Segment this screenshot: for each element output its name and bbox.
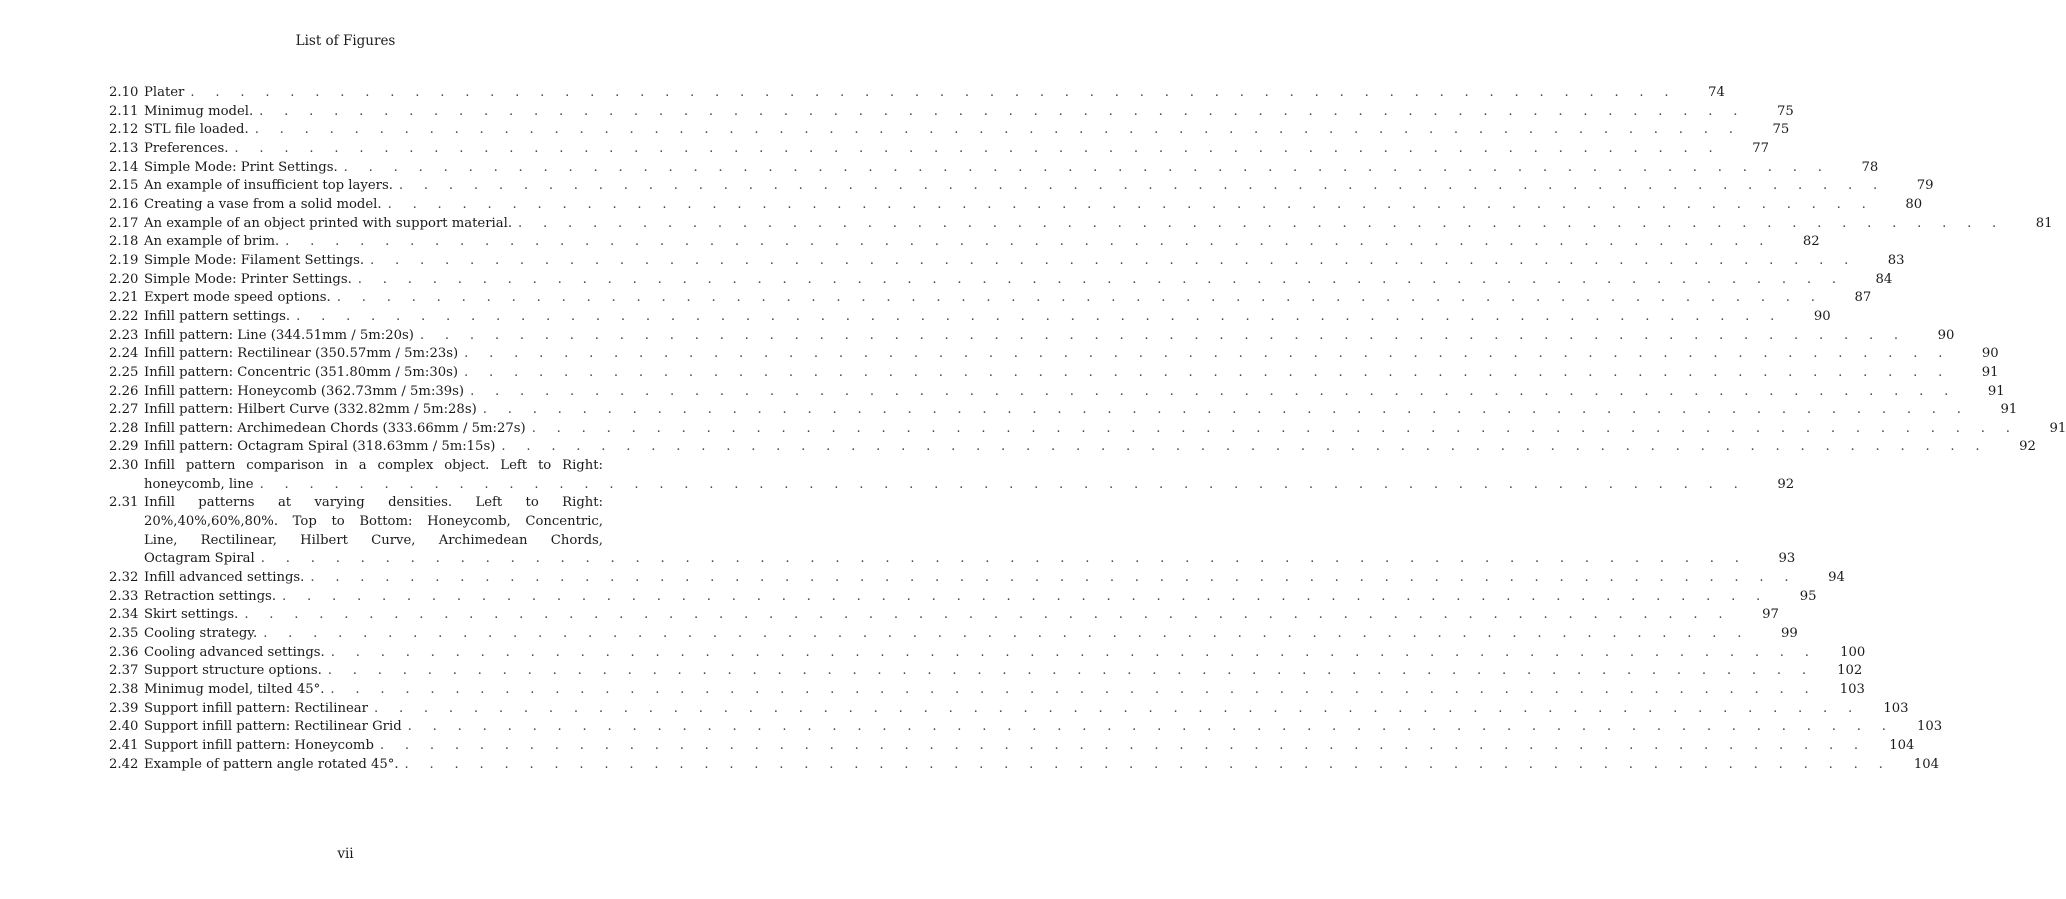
caption-last-line xyxy=(144,606,1779,625)
caption-last-line xyxy=(144,644,1866,663)
figure-number: 2.14 xyxy=(109,159,139,175)
figure-caption: Simple Mode: Print Settings. xyxy=(144,159,338,175)
dot-leader: . . . . . . . . . . . . . . . . . . . . . . . . . . . . . . . . . . . . . . . . . . . . . . . . . . . . . . . . . . . . xyxy=(370,252,1857,268)
figure-caption: STL file loaded. xyxy=(144,122,249,138)
figure-entry-body xyxy=(144,737,1915,756)
figure-entry-body xyxy=(144,457,1795,494)
dot-leader: . . . . . . . . . . . . . . . . . . . . . . . . . . . . . . . . . . . . . . . . . . . . . . . . . . . . . . . . . . . . xyxy=(407,719,1895,735)
caption-last-line xyxy=(144,737,1915,756)
figure-entry[interactable] xyxy=(109,233,1820,252)
figure-entry[interactable] xyxy=(109,196,1923,215)
figure-entry[interactable] xyxy=(109,494,1796,569)
page-reference: 83 xyxy=(1887,252,1905,268)
figure-entry-body xyxy=(144,588,1817,607)
figure-entry[interactable] xyxy=(109,308,1831,327)
page-reference: 87 xyxy=(1854,290,1872,306)
figure-caption: Creating a vase from a solid model. xyxy=(144,196,382,212)
dot-leader: . . . . . . . . . . . . . . . . . . . . . . . . . . . . . . . . . . . . . . . . . . . . . . . . . . . . . . . . . . . . xyxy=(387,196,1875,212)
figure-entry[interactable] xyxy=(109,383,2005,402)
figure-entry[interactable] xyxy=(109,606,1779,625)
dot-leader: . . . . . . . . . . . . . . . . . . . . . . . . . . . . . . . . . . . . . . . . . . . . . . . . . . . . . . . . . . . . xyxy=(464,364,1951,380)
caption-line: 20%,40%,60%,80%. Top to Bottom: Honeycomb, Concentric, xyxy=(144,514,603,530)
figure-entry-body xyxy=(144,177,1934,196)
figure-entry-body xyxy=(144,271,1893,290)
figure-entry-body xyxy=(144,700,1909,719)
figure-entry-body xyxy=(144,159,1879,178)
figure-caption: Retraction settings. xyxy=(144,588,277,604)
dot-leader: . . . . . . . . . . . . . . . . . . . . . . . . . . . . . . . . . . . . . . . . . . . . . . . . . . . . . . . . . . . . xyxy=(327,663,1815,679)
figure-number: 2.36 xyxy=(109,644,139,660)
page-reference: 103 xyxy=(1883,700,1909,716)
figure-number: 2.28 xyxy=(109,420,139,436)
caption-last-line xyxy=(144,308,1831,327)
dot-leader: . . . . . . . . . . . . . . . . . . . . . . . . . . . . . . . . . . . . . . . . . . . . . . . . . . . . . . . . . . . . xyxy=(244,607,1731,623)
figure-entry-body xyxy=(144,438,2036,457)
page-reference: 92 xyxy=(1777,476,1795,492)
figure-entry-body xyxy=(144,84,1725,103)
figure-number: 2.31 xyxy=(109,495,139,511)
figure-number: 2.23 xyxy=(109,327,139,343)
dot-leader: . . . . . . . . . . . . . . . . . . . . . . . . . . . . . . . . . . . . . . . . . . . . . . . . . . . . . . . . . . . . xyxy=(464,346,1951,362)
figure-entry-body xyxy=(144,215,2053,234)
figure-number: 2.20 xyxy=(109,271,139,287)
page-reference: 75 xyxy=(1776,103,1794,119)
figure-entry[interactable] xyxy=(109,588,1817,607)
figure-caption: Cooling strategy. xyxy=(144,626,258,642)
page-reference: 82 xyxy=(1802,234,1820,250)
figure-entry[interactable] xyxy=(109,103,1794,122)
page-reference: 84 xyxy=(1875,271,1893,287)
figure-entry-body xyxy=(144,252,1905,271)
page-reference: 74 xyxy=(1708,85,1725,100)
dot-leader: . . . . . . . . . . . . . . . . . . . . . . . . . . . . . . . . . . . . . . . . . . . . . . . . . . . . . . . . . . . . xyxy=(373,700,1861,716)
caption-last-line xyxy=(144,662,1863,681)
figure-entry[interactable] xyxy=(109,271,1893,290)
caption-last-line xyxy=(144,289,1872,308)
figure-entry[interactable] xyxy=(109,662,1863,681)
figure-entry-body xyxy=(144,196,1923,215)
figure-entry[interactable] xyxy=(109,420,2066,439)
figure-entry[interactable] xyxy=(109,625,1798,644)
figure-entry-body xyxy=(144,644,1866,663)
dot-leader: . . . . . . . . . . . . . . . . . . . . . . . . . . . . . . . . . . . . . . . . . . . . . . . . . . . . . . . . . . . . xyxy=(282,588,1769,604)
figure-number: 2.21 xyxy=(109,290,139,306)
figure-number: 2.12 xyxy=(109,122,139,138)
figure-entry[interactable] xyxy=(109,438,2036,457)
figure-entry[interactable] xyxy=(109,121,1790,140)
caption-last-line xyxy=(144,271,1893,290)
page-reference: 75 xyxy=(1772,122,1790,138)
figure-entry[interactable] xyxy=(109,159,1879,178)
figure-entry[interactable] xyxy=(109,569,1845,588)
caption-line: Infill patterns at varying densities. Left to Right: xyxy=(144,495,603,511)
figure-caption: Preferences. xyxy=(144,140,229,156)
figure-number: 2.19 xyxy=(109,252,139,268)
dot-leader: . . . . . . . . . . . . . . . . . . . . . . . . . . . . . . . . . . . . . . . . . . . . . . . . . . . . . . . . . . . . xyxy=(285,234,1772,250)
caption-last-line xyxy=(144,215,2053,234)
dot-leader: . . . . . . . . . . . . . . . . . . . . . . . . . . . . . . . . . . . . . . . . . . . . . . . . . . . . . . . . . . . . xyxy=(260,551,1748,567)
figure-entry[interactable] xyxy=(109,84,1725,103)
page-number: vii xyxy=(337,846,354,862)
page-reference: 97 xyxy=(1762,607,1779,623)
figure-caption: Infill pattern: Rectilinear (350.57mm / 5m:23s) xyxy=(144,346,459,362)
figure-number: 2.16 xyxy=(109,196,139,212)
figure-entry[interactable] xyxy=(109,700,1909,719)
figure-number: 2.13 xyxy=(109,140,139,156)
figure-number: 2.25 xyxy=(109,364,139,380)
caption-last-line xyxy=(144,233,1820,252)
caption-last-line xyxy=(144,84,1725,103)
caption-last-line xyxy=(144,718,1943,737)
page-reference: 93 xyxy=(1778,551,1796,567)
figure-entry[interactable] xyxy=(109,718,1943,737)
caption-last-line xyxy=(144,140,1769,159)
figure-caption: Infill pattern: Honeycomb (362.73mm / 5m:39s) xyxy=(144,383,465,399)
figure-entry-body xyxy=(144,494,1796,569)
figure-entry-body xyxy=(144,625,1798,644)
dot-leader: . . . . . . . . . . . . . . . . . . . . . . . . . . . . . . . . . . . . . . . . . . . . . . . . . . . . . . . . . . . . xyxy=(254,122,1742,138)
caption-last-line xyxy=(144,103,1794,122)
figure-caption: Expert mode speed options. xyxy=(144,290,331,306)
caption-last-line xyxy=(144,196,1923,215)
figure-number: 2.22 xyxy=(109,308,139,324)
figure-caption: Minimug model, tilted 45°. xyxy=(144,682,325,697)
caption-last-line xyxy=(144,345,1999,364)
caption-line: Line, Rectilinear, Hilbert Curve, Archimedean Chords, xyxy=(144,532,603,548)
page-reference: 95 xyxy=(1799,588,1817,604)
figure-number: 2.17 xyxy=(109,215,139,231)
figure-caption: Skirt settings. xyxy=(144,607,239,623)
figure-caption: Support structure options. xyxy=(144,663,322,679)
figure-entry[interactable] xyxy=(109,215,2053,234)
figure-entry[interactable] xyxy=(109,644,1866,663)
dot-leader: . . . . . . . . . . . . . . . . . . . . . . . . . . . . . . . . . . . . . . . . . . . . . . . . . . . . . . . . . . . . xyxy=(259,103,1746,119)
figure-entry-body xyxy=(144,420,2066,439)
dot-leader: . . . . . . . . . . . . . . . . . . . . . . . . . . . . . . . . . . . . . . . . . . . . . . . . . . . . . . . . . . . . xyxy=(330,644,1818,660)
figure-entry-body xyxy=(144,718,1943,737)
figure-entry-body xyxy=(144,606,1779,625)
figure-entry[interactable] xyxy=(109,289,1872,308)
figure-caption: Infill pattern settings. xyxy=(144,308,291,324)
figure-entry-body xyxy=(144,364,1999,383)
figure-entry-body xyxy=(144,681,1865,700)
caption-line: Infill pattern comparison in a complex object. Left to Right: xyxy=(144,458,603,474)
figure-number: 2.15 xyxy=(109,178,139,194)
dot-leader: . . . . . . . . . . . . . . . . . . . . . . . . . . . . . . . . . . . . . . . . . . . . . . . . . . . . . . . . . . . . xyxy=(310,570,1797,586)
page-reference: 81 xyxy=(2035,215,2053,231)
figure-entry-body xyxy=(144,140,1769,159)
dot-leader: . . . . . . . . . . . . . . . . . . . . . . . . . . . . . . . . . . . . . . . . . . . . . . . . . . . . . . . . . . . . xyxy=(470,383,1957,399)
page-reference: 77 xyxy=(1752,140,1769,156)
dot-leader: . . . . . . . . . . . . . . . . . . . . . . . . . . . . . . . . . . . . . . . . . . . . . . . . . . . . . . . . . . . . xyxy=(531,420,2019,436)
page-reference: 91 xyxy=(1981,364,1999,380)
figure-number: 2.41 xyxy=(109,737,139,753)
dot-leader: . . . . . . . . . . . . . . . . . . . . . . . . . . . . . . . . . . . . . . . . . . . . . . . . . . . . . . . . . . . . xyxy=(482,402,1970,418)
page-reference: 104 xyxy=(1913,756,1940,772)
figure-entry-body xyxy=(144,103,1794,122)
figure-caption: honeycomb, line xyxy=(144,476,254,492)
figure-caption: Plater xyxy=(144,85,185,100)
dot-leader: . . . . . . . . . . . . . . . . . . . . . . . . . . . . . . . . . . . . . . . . . . . . . . . . . . . . . . . . . . . . xyxy=(259,476,1747,492)
figure-number: 2.39 xyxy=(109,700,139,716)
dot-leader: . . . . . . . . . . . . . . . . . . . . . . . . . . . . . . . . . . . . . . . . . . . . . . . . . . . . . . . . . . . . xyxy=(336,290,1824,306)
dot-leader: . . . . . . . . . . . . . . . . . . . . . . . . . . . . . . . . . . . . . . . . . . . . . . . . . . . . . . . . . . . . xyxy=(398,178,1886,194)
figure-entry[interactable] xyxy=(109,177,1934,196)
figure-number: 2.30 xyxy=(109,458,139,474)
caption-last-line xyxy=(144,476,1795,495)
dot-leader: . . . . . . . . . . . . . . . . . . . . . . . . . . . . . . . . . . . . . . . . . . . . . . . . . . . . . . . . . . . . xyxy=(263,626,1750,642)
figure-entry-body xyxy=(144,662,1863,681)
caption-last-line xyxy=(144,681,1865,700)
figure-number: 2.32 xyxy=(109,570,139,586)
page-reference: 104 xyxy=(1889,737,1915,753)
caption-last-line xyxy=(144,420,2066,439)
page-reference: 103 xyxy=(1839,682,1865,697)
page-reference: 94 xyxy=(1828,570,1845,586)
page-header: List of Figures xyxy=(295,33,396,49)
caption-last-line xyxy=(144,364,1999,383)
figure-number: 2.27 xyxy=(109,402,139,418)
figure-number: 2.11 xyxy=(109,103,139,119)
caption-last-line xyxy=(144,159,1879,178)
figure-caption: Minimug model. xyxy=(144,103,254,119)
list-of-figures xyxy=(109,84,2066,774)
caption-last-line xyxy=(144,121,1790,140)
dot-leader: . . . . . . . . . . . . . . . . . . . . . . . . . . . . . . . . . . . . . . . . . . . . . . . . . . . . . . . . . . . . xyxy=(518,215,2005,231)
figure-entry-body xyxy=(144,383,2005,402)
figure-number: 2.37 xyxy=(109,663,139,679)
page-reference: 103 xyxy=(1917,719,1943,735)
page-reference: 90 xyxy=(1813,308,1831,324)
figure-number: 2.18 xyxy=(109,234,139,250)
page-reference: 90 xyxy=(1937,327,1955,343)
figure-number: 2.38 xyxy=(109,682,139,697)
figure-caption: Octagram Spiral xyxy=(144,551,255,567)
figure-entry-body xyxy=(144,308,1831,327)
figure-caption: Simple Mode: Printer Settings. xyxy=(144,271,352,287)
caption-last-line xyxy=(144,550,1796,569)
figure-caption: Support infill pattern: Rectilinear Grid xyxy=(144,719,402,735)
caption-last-line xyxy=(144,401,2018,420)
dot-leader: . . . . . . . . . . . . . . . . . . . . . . . . . . . . . . . . . . . . . . . . . . . . . . . . . . . . . . . . . . . . xyxy=(379,737,1867,753)
page-reference: 100 xyxy=(1840,644,1866,660)
caption-last-line xyxy=(144,700,1909,719)
figure-entry-body xyxy=(144,345,1999,364)
figure-entry[interactable] xyxy=(109,364,1999,383)
dot-leader: . . . . . . . . . . . . . . . . . . . . . . . . . . . . . . . . . . . . . . . . . . . . . . . . . . . . . . . . . . . . xyxy=(419,327,1907,343)
page-reference: 91 xyxy=(2000,402,2018,418)
figure-entry-body xyxy=(144,233,1820,252)
figure-number: 2.35 xyxy=(109,626,139,642)
figure-entry[interactable] xyxy=(109,737,1915,756)
figure-caption: Simple Mode: Filament Settings. xyxy=(144,252,365,268)
dot-leader: . . . . . . . . . . . . . . . . . . . . . . . . . . . . . . . . . . . . . . . . . . . . . . . . . . . . . . . . . . . . xyxy=(343,159,1831,175)
figure-number: 2.42 xyxy=(109,756,139,772)
figure-caption: Infill advanced settings. xyxy=(144,570,305,586)
figure-number: 2.33 xyxy=(109,588,139,604)
page-reference: 91 xyxy=(2049,420,2066,436)
figure-caption: An example of insufficient top layers. xyxy=(144,178,393,194)
figure-caption: An example of brim. xyxy=(144,234,280,250)
figure-entry-body xyxy=(144,401,2018,420)
figure-entry[interactable] xyxy=(109,140,1769,159)
figure-number: 2.29 xyxy=(109,439,139,455)
figure-caption: Infill pattern: Hilbert Curve (332.82mm / 5m:28s) xyxy=(144,402,477,418)
dot-leader: . . . . . . . . . . . . . . . . . . . . . . . . . . . . . . . . . . . . . . . . . . . . . . . . . . . . . . . . . . . . xyxy=(330,682,1817,697)
figure-caption: Infill pattern: Line (344.51mm / 5m:20s) xyxy=(144,327,414,343)
caption-last-line xyxy=(144,252,1905,271)
caption-last-line xyxy=(144,438,2036,457)
caption-last-line xyxy=(144,625,1798,644)
figure-caption: Infill pattern: Concentric (351.80mm / 5m:30s) xyxy=(144,364,459,380)
dot-leader: . . . . . . . . . . . . . . . . . . . . . . . . . . . . . . . . . . . . . . . . . . . . . . . . . . . . . . . . . . . . xyxy=(501,439,1988,455)
figure-entry-body xyxy=(144,327,1955,346)
page-reference: 92 xyxy=(2019,439,2036,455)
figure-entry-body xyxy=(144,756,1940,775)
dot-leader: . . . . . . . . . . . . . . . . . . . . . . . . . . . . . . . . . . . . . . . . . . . . . . . . . . . . . . . . . . . . xyxy=(234,140,1721,156)
figure-number: 2.34 xyxy=(109,607,139,623)
figure-caption: Support infill pattern: Honeycomb xyxy=(144,737,374,753)
caption-last-line xyxy=(144,569,1845,588)
dot-leader: . . . . . . . . . . . . . . . . . . . . . . . . . . . . . . . . . . . . . . . . . . . . . . . . . . . . . . . . . . . . xyxy=(190,85,1677,100)
figure-entry[interactable] xyxy=(109,756,1940,775)
page-reference: 99 xyxy=(1780,626,1798,642)
page-reference: 78 xyxy=(1861,159,1879,175)
figure-caption: An example of an object printed with support material. xyxy=(144,215,513,231)
figure-number: 2.26 xyxy=(109,383,139,399)
page-reference: 102 xyxy=(1837,663,1863,679)
caption-last-line xyxy=(144,177,1934,196)
page-reference: 79 xyxy=(1916,178,1934,194)
dot-leader: . . . . . . . . . . . . . . . . . . . . . . . . . . . . . . . . . . . . . . . . . . . . . . . . . . . . . . . . . . . . xyxy=(296,308,1783,324)
figure-number: 2.40 xyxy=(109,719,139,735)
caption-last-line xyxy=(144,327,1955,346)
figure-entry[interactable] xyxy=(109,345,1999,364)
caption-last-line xyxy=(144,383,2005,402)
figure-entry[interactable] xyxy=(109,681,1865,700)
figure-number: 2.24 xyxy=(109,346,139,362)
figure-entry[interactable] xyxy=(109,457,1795,494)
page-reference: 91 xyxy=(1987,383,2005,399)
dot-leader: . . . . . . . . . . . . . . . . . . . . . . . . . . . . . . . . . . . . . . . . . . . . . . . . . . . . . . . . . . . . xyxy=(357,271,1845,287)
figure-entry-body xyxy=(144,121,1790,140)
page-reference: 90 xyxy=(1981,346,1999,362)
caption-last-line xyxy=(144,756,1940,775)
figure-caption: Infill pattern: Archimedean Chords (333.66mm / 5m:27s) xyxy=(144,420,526,436)
figure-entry-body xyxy=(144,289,1872,308)
page-reference: 80 xyxy=(1905,196,1923,212)
figure-number: 2.10 xyxy=(109,85,139,100)
figure-caption: Infill pattern: Octagram Spiral (318.63mm / 5m:15s) xyxy=(144,439,496,455)
figure-caption: Example of pattern angle rotated 45°. xyxy=(144,756,399,772)
figure-caption: Cooling advanced settings. xyxy=(144,644,325,660)
figure-entry-body xyxy=(144,569,1845,588)
dot-leader: . . . . . . . . . . . . . . . . . . . . . . . . . . . . . . . . . . . . . . . . . . . . . . . . . . . . . . . . . . . . xyxy=(404,756,1892,772)
figure-entry[interactable] xyxy=(109,252,1905,271)
figure-caption: Support infill pattern: Rectilinear xyxy=(144,700,368,716)
figure-entry[interactable] xyxy=(109,327,1955,346)
caption-last-line xyxy=(144,588,1817,607)
figure-entry[interactable] xyxy=(109,401,2018,420)
